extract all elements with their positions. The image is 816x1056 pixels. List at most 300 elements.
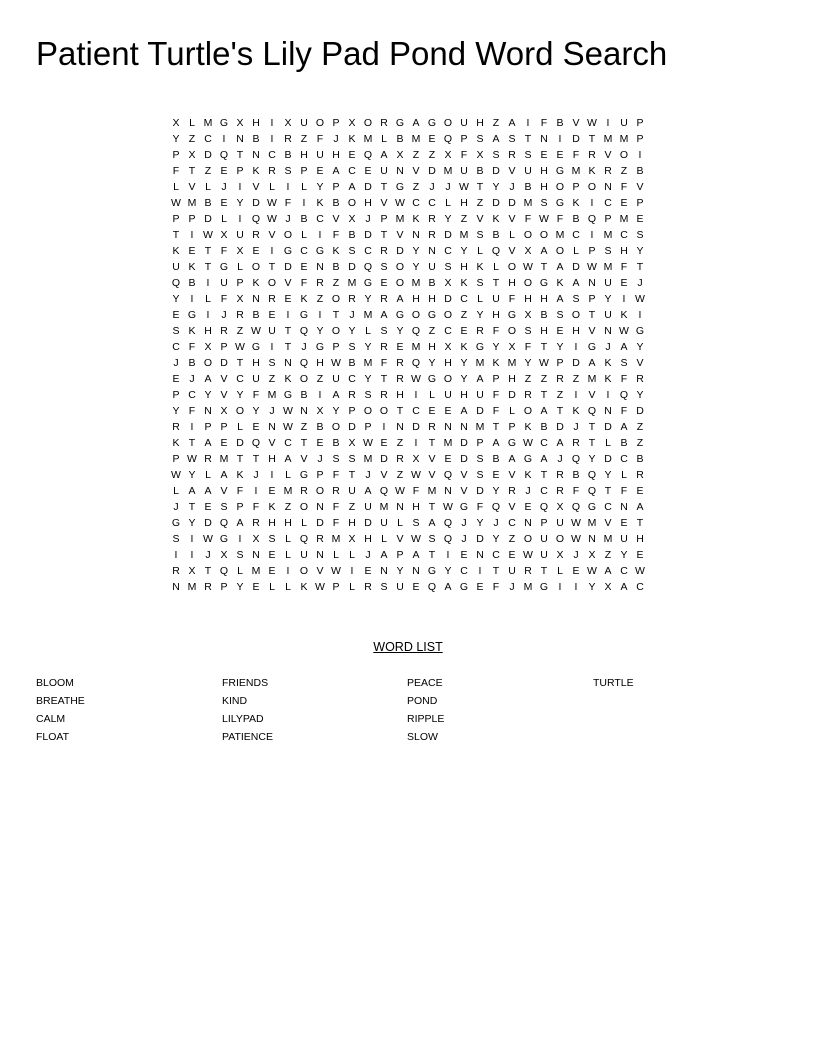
grid-letter: N	[252, 293, 260, 305]
grid-letter: A	[604, 565, 612, 577]
grid-letter: Z	[204, 165, 212, 177]
grid-letter: Y	[252, 405, 260, 417]
grid-letter: Z	[236, 325, 244, 337]
grid-letter: T	[476, 181, 484, 193]
grid-letter: L	[285, 469, 291, 481]
grid-letter: D	[508, 389, 516, 401]
grid-letter: B	[572, 469, 580, 481]
word-list-column	[36, 674, 85, 746]
grid-letter: R	[396, 357, 404, 369]
grid-letter: U	[460, 165, 468, 177]
grid-letter: T	[588, 421, 596, 433]
grid-letter: I	[606, 117, 610, 129]
grid-letter: K	[604, 357, 612, 369]
grid-row	[168, 531, 648, 547]
grid-letter: L	[349, 581, 355, 593]
grid-letter: T	[300, 437, 308, 449]
grid-row	[168, 115, 648, 131]
grid-letter: R	[556, 373, 564, 385]
grid-letter: V	[460, 485, 468, 497]
grid-letter: G	[219, 261, 229, 273]
grid-letter: U	[620, 533, 628, 545]
grid-letter: P	[588, 245, 596, 257]
grid-letter: T	[236, 357, 244, 369]
grid-letter: E	[444, 405, 452, 417]
grid-letter: C	[540, 485, 548, 497]
grid-letter: B	[252, 309, 260, 321]
grid-letter: U	[332, 373, 340, 385]
grid-letter: Q	[443, 133, 453, 145]
word-list-column	[222, 674, 273, 746]
grid-letter: X	[444, 341, 452, 353]
grid-letter: T	[380, 181, 388, 193]
grid-letter: L	[285, 549, 291, 561]
grid-letter: C	[604, 501, 612, 513]
grid-letter: V	[636, 357, 644, 369]
grid-letter: D	[380, 453, 388, 465]
grid-letter: H	[540, 293, 548, 305]
word-list-item: BREATHE	[36, 695, 85, 707]
grid-letter: H	[268, 453, 276, 465]
grid-letter: X	[348, 533, 356, 545]
grid-letter: A	[188, 485, 196, 497]
grid-letter: N	[604, 325, 612, 337]
grid-letter: W	[331, 357, 341, 369]
grid-letter: G	[635, 325, 645, 337]
grid-letter: H	[412, 501, 420, 513]
grid-letter: K	[524, 421, 532, 433]
grid-letter: U	[428, 261, 436, 273]
grid-letter: U	[364, 501, 372, 513]
grid-letter: U	[380, 517, 388, 529]
grid-letter: I	[638, 149, 642, 161]
grid-letter: I	[174, 549, 178, 561]
grid-letter: E	[252, 421, 260, 433]
grid-letter: I	[318, 309, 322, 321]
grid-letter: T	[268, 261, 276, 273]
grid-letter: F	[316, 133, 324, 145]
grid-letter: H	[636, 533, 644, 545]
grid-letter: G	[587, 501, 597, 513]
grid-letter: S	[540, 197, 548, 209]
grid-letter: A	[396, 293, 404, 305]
grid-row	[168, 307, 648, 323]
grid-letter: M	[587, 373, 597, 385]
grid-letter: J	[445, 181, 451, 193]
grid-letter: V	[396, 229, 404, 241]
grid-letter: U	[236, 229, 244, 241]
grid-letter: U	[444, 389, 452, 401]
grid-letter: X	[524, 309, 532, 321]
grid-letter: L	[189, 117, 195, 129]
grid-letter: F	[332, 229, 340, 241]
grid-letter: W	[539, 213, 549, 225]
grid-letter: Y	[172, 405, 180, 417]
grid-letter: O	[395, 277, 405, 289]
grid-letter: Q	[171, 277, 181, 289]
grid-letter: D	[364, 229, 372, 241]
grid-letter: L	[301, 181, 307, 193]
grid-letter: O	[555, 533, 565, 545]
grid-letter: Y	[332, 405, 340, 417]
grid-letter: Y	[636, 389, 644, 401]
grid-letter: J	[637, 277, 643, 289]
grid-letter: W	[523, 549, 533, 561]
grid-letter: J	[525, 485, 531, 497]
grid-letter: X	[236, 117, 244, 129]
grid-letter: H	[428, 293, 436, 305]
grid-letter: E	[636, 213, 644, 225]
grid-letter: A	[460, 405, 468, 417]
grid-letter: E	[540, 149, 548, 161]
grid-row	[168, 499, 648, 515]
grid-letter: H	[572, 325, 580, 337]
grid-letter: F	[332, 501, 340, 513]
grid-letter: V	[572, 117, 580, 129]
grid-letter: K	[236, 469, 244, 481]
grid-letter: S	[364, 389, 372, 401]
grid-letter: E	[204, 501, 212, 513]
grid-letter: P	[236, 165, 244, 177]
grid-letter: N	[396, 501, 404, 513]
grid-letter: G	[171, 517, 181, 529]
grid-letter: Z	[300, 133, 308, 145]
grid-letter: A	[220, 469, 228, 481]
grid-letter: O	[507, 261, 517, 273]
grid-letter: L	[269, 581, 275, 593]
grid-letter: B	[540, 309, 548, 321]
grid-letter: Y	[316, 181, 324, 193]
grid-letter: T	[588, 133, 596, 145]
grid-letter: I	[206, 277, 210, 289]
grid-letter: B	[524, 181, 532, 193]
grid-row	[168, 515, 648, 531]
grid-letter: D	[572, 357, 580, 369]
grid-letter: H	[284, 517, 292, 529]
grid-letter: L	[381, 533, 387, 545]
grid-letter: I	[446, 549, 450, 561]
grid-letter: E	[620, 197, 628, 209]
grid-letter: C	[188, 389, 196, 401]
grid-letter: U	[252, 373, 260, 385]
grid-row	[168, 579, 648, 595]
grid-letter: F	[300, 277, 308, 289]
grid-letter: Q	[219, 565, 229, 577]
grid-letter: G	[523, 453, 533, 465]
grid-letter: L	[621, 469, 627, 481]
grid-letter: Y	[604, 293, 612, 305]
grid-letter: J	[509, 181, 515, 193]
grid-letter: W	[411, 533, 421, 545]
grid-letter: G	[555, 165, 565, 177]
grid-letter: F	[220, 293, 228, 305]
grid-letter: E	[636, 549, 644, 561]
word-list-item: KIND	[222, 695, 248, 707]
grid-letter: B	[252, 133, 260, 145]
grid-letter: G	[427, 117, 437, 129]
grid-letter: X	[204, 341, 212, 353]
grid-letter: Y	[492, 533, 500, 545]
grid-letter: S	[332, 453, 340, 465]
grid-letter: J	[493, 517, 499, 529]
grid-letter: A	[236, 517, 244, 529]
grid-letter: C	[316, 213, 324, 225]
grid-letter: J	[461, 517, 467, 529]
grid-letter: F	[332, 469, 340, 481]
grid-letter: M	[587, 517, 597, 529]
grid-letter: M	[251, 565, 261, 577]
grid-letter: Y	[316, 325, 324, 337]
grid-letter: J	[365, 549, 371, 561]
grid-letter: Y	[588, 453, 596, 465]
grid-letter: G	[459, 501, 469, 513]
grid-letter: L	[429, 389, 435, 401]
grid-letter: N	[604, 405, 612, 417]
grid-letter: A	[492, 133, 500, 145]
grid-letter: T	[524, 133, 532, 145]
grid-letter: X	[412, 453, 420, 465]
grid-letter: E	[252, 581, 260, 593]
grid-letter: X	[220, 549, 228, 561]
grid-letter: K	[172, 245, 180, 257]
grid-letter: J	[333, 133, 339, 145]
grid-letter: Y	[636, 341, 644, 353]
grid-letter: N	[524, 517, 532, 529]
grid-letter: L	[205, 469, 211, 481]
grid-letter: T	[204, 245, 212, 257]
grid-letter: D	[636, 405, 644, 417]
grid-letter: V	[604, 149, 612, 161]
grid-letter: H	[540, 181, 548, 193]
grid-letter: U	[172, 261, 180, 273]
grid-letter: S	[268, 357, 276, 369]
grid-letter: X	[284, 117, 292, 129]
grid-letter: Q	[443, 469, 453, 481]
grid-letter: Y	[460, 373, 468, 385]
grid-letter: G	[283, 389, 293, 401]
grid-letter: E	[396, 341, 404, 353]
grid-letter: R	[428, 229, 436, 241]
grid-letter: S	[284, 165, 292, 177]
grid-letter: O	[283, 229, 293, 241]
grid-letter: Z	[604, 549, 612, 561]
grid-letter: C	[636, 581, 644, 593]
grid-letter: I	[254, 485, 258, 497]
grid-letter: J	[221, 181, 227, 193]
grid-letter: N	[316, 549, 324, 561]
grid-letter: P	[220, 341, 228, 353]
grid-letter: N	[252, 549, 260, 561]
grid-letter: O	[523, 277, 533, 289]
grid-letter: D	[460, 437, 468, 449]
grid-letter: Q	[379, 485, 389, 497]
grid-letter: P	[204, 421, 212, 433]
grid-letter: H	[268, 517, 276, 529]
grid-letter: Y	[172, 133, 180, 145]
grid-letter: B	[188, 357, 196, 369]
grid-row	[168, 355, 648, 371]
grid-letter: M	[379, 501, 389, 513]
grid-letter: Z	[524, 373, 532, 385]
grid-letter: X	[444, 149, 452, 161]
grid-letter: G	[539, 277, 549, 289]
grid-letter: I	[270, 117, 274, 129]
grid-letter: Z	[636, 437, 644, 449]
page-title: Patient Turtle's Lily Pad Pond Word Search	[36, 35, 668, 72]
grid-letter: X	[556, 549, 564, 561]
grid-letter: P	[172, 453, 180, 465]
grid-letter: Y	[588, 581, 596, 593]
grid-letter: T	[348, 469, 356, 481]
grid-letter: U	[524, 165, 532, 177]
grid-letter: L	[237, 565, 243, 577]
grid-letter: R	[204, 453, 212, 465]
grid-letter: I	[558, 581, 562, 593]
grid-letter: K	[460, 341, 468, 353]
grid-letter: D	[444, 293, 452, 305]
grid-letter: Y	[412, 261, 420, 273]
grid-letter: Y	[396, 325, 404, 337]
grid-letter: Q	[443, 533, 453, 545]
grid-letter: W	[331, 565, 341, 577]
grid-letter: G	[539, 581, 549, 593]
grid-letter: L	[509, 229, 515, 241]
grid-letter: V	[428, 453, 436, 465]
grid-letter: W	[619, 325, 629, 337]
word-list-heading: WORD LIST	[373, 640, 443, 654]
grid-letter: Q	[491, 501, 501, 513]
grid-letter: T	[188, 437, 196, 449]
grid-letter: B	[428, 277, 436, 289]
grid-letter: E	[268, 309, 276, 321]
grid-letter: I	[238, 181, 242, 193]
grid-letter: X	[172, 117, 180, 129]
grid-letter: R	[396, 373, 404, 385]
grid-letter: C	[268, 149, 276, 161]
grid-letter: A	[412, 549, 420, 561]
grid-letter: G	[219, 117, 229, 129]
grid-letter: X	[188, 149, 196, 161]
grid-letter: G	[459, 581, 469, 593]
grid-letter: R	[316, 277, 324, 289]
grid-letter: H	[508, 373, 516, 385]
grid-letter: Z	[396, 437, 404, 449]
grid-letter: F	[540, 117, 548, 129]
grid-letter: T	[588, 437, 596, 449]
grid-letter: O	[539, 229, 549, 241]
grid-letter: I	[414, 389, 418, 401]
grid-letter: D	[572, 261, 580, 273]
grid-letter: L	[477, 293, 483, 305]
grid-letter: X	[220, 229, 228, 241]
grid-letter: I	[318, 389, 322, 401]
grid-letter: W	[587, 117, 597, 129]
grid-letter: Y	[412, 245, 420, 257]
grid-letter: J	[317, 453, 323, 465]
grid-letter: Q	[299, 533, 309, 545]
word-list-item: BLOOM	[36, 677, 74, 689]
grid-letter: D	[348, 421, 356, 433]
grid-letter: S	[508, 133, 516, 145]
grid-letter: K	[268, 501, 276, 513]
grid-letter: F	[620, 485, 628, 497]
grid-letter: P	[172, 389, 180, 401]
grid-letter: R	[252, 517, 260, 529]
word-list-item: PEACE	[407, 677, 443, 689]
grid-letter: G	[555, 197, 565, 209]
grid-letter: K	[332, 245, 340, 257]
grid-letter: A	[204, 373, 212, 385]
grid-letter: W	[571, 533, 581, 545]
grid-letter: K	[252, 277, 260, 289]
grid-letter: C	[204, 133, 212, 145]
grid-letter: F	[284, 197, 292, 209]
grid-letter: M	[603, 229, 613, 241]
grid-letter: B	[556, 117, 564, 129]
grid-letter: C	[172, 341, 180, 353]
grid-letter: I	[270, 341, 274, 353]
grid-letter: T	[492, 277, 500, 289]
grid-letter: B	[348, 229, 356, 241]
grid-letter: F	[620, 373, 628, 385]
grid-letter: I	[302, 197, 306, 209]
grid-letter: X	[348, 437, 356, 449]
grid-letter: H	[412, 293, 420, 305]
grid-letter: F	[620, 181, 628, 193]
grid-letter: X	[396, 149, 404, 161]
grid-letter: M	[427, 485, 437, 497]
grid-letter: F	[508, 293, 516, 305]
grid-letter: K	[188, 261, 196, 273]
grid-letter: O	[443, 309, 453, 321]
grid-letter: T	[204, 261, 212, 273]
grid-letter: Y	[188, 469, 196, 481]
grid-letter: T	[428, 549, 436, 561]
grid-letter: H	[492, 309, 500, 321]
grid-letter: I	[382, 421, 386, 433]
grid-letter: A	[444, 581, 452, 593]
grid-letter: D	[604, 453, 612, 465]
grid-letter: Z	[428, 325, 436, 337]
grid-letter: B	[316, 421, 324, 433]
grid-letter: D	[444, 229, 452, 241]
grid-letter: I	[238, 533, 242, 545]
grid-letter: V	[220, 485, 228, 497]
grid-letter: O	[331, 325, 341, 337]
grid-letter: E	[220, 437, 228, 449]
grid-letter: F	[572, 149, 580, 161]
grid-row	[168, 403, 648, 419]
grid-letter: Q	[363, 261, 373, 273]
grid-letter: K	[316, 197, 324, 209]
grid-letter: L	[205, 293, 211, 305]
grid-letter: P	[236, 501, 244, 513]
grid-row	[168, 371, 648, 387]
grid-letter: N	[300, 405, 308, 417]
grid-letter: F	[252, 501, 260, 513]
grid-letter: E	[172, 309, 180, 321]
grid-letter: O	[331, 293, 341, 305]
grid-letter: D	[348, 261, 356, 273]
grid-letter: Q	[571, 453, 581, 465]
grid-letter: D	[604, 421, 612, 433]
grid-letter: M	[619, 133, 629, 145]
grid-letter: V	[332, 213, 340, 225]
grid-letter: R	[284, 133, 292, 145]
grid-letter: S	[380, 261, 388, 273]
grid-letter: J	[349, 309, 355, 321]
grid-letter: W	[363, 437, 373, 449]
